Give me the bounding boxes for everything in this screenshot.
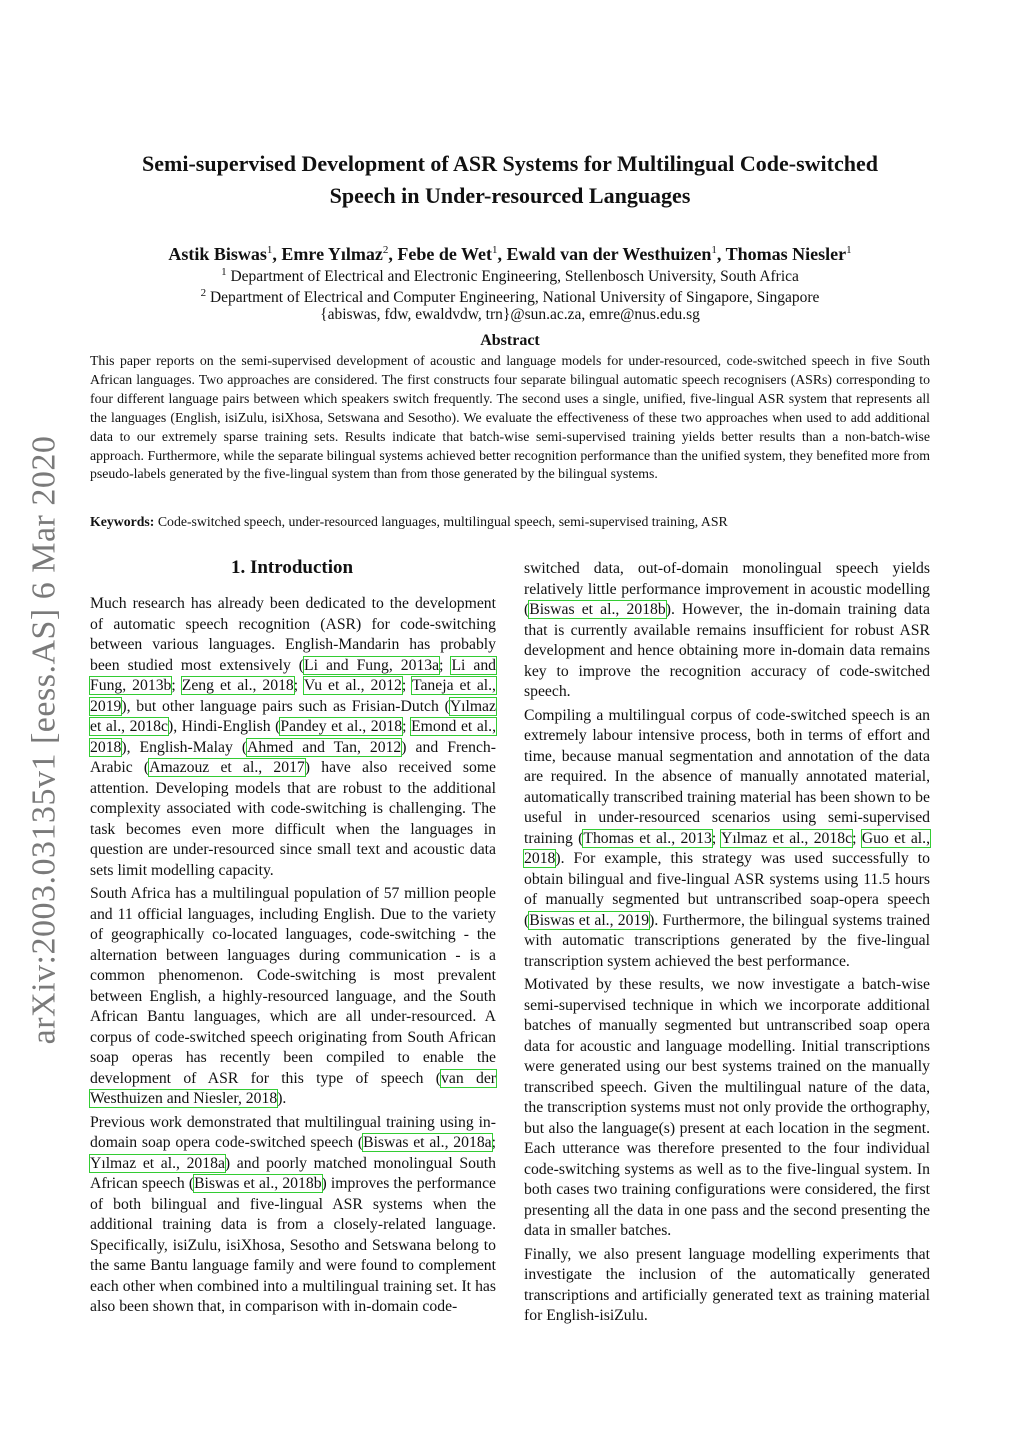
body-text: ). Furthermore, the bilingual systems trained with automatic transcriptions generated by the five-lingual transcription system achieved the best performance. (524, 911, 930, 970)
abstract-heading: Abstract (480, 332, 540, 349)
citation-link[interactable]: Pandey et al., 2018 (280, 718, 403, 735)
author-name: Astik Biswas (168, 244, 267, 264)
body-text: ; (293, 677, 304, 694)
left-column (90, 594, 496, 1321)
citation-link[interactable]: Biswas et al., 2018b (194, 1175, 322, 1192)
body-text: ) improves the performance of both bilingual and five-lingual ASR systems when the additional training data is from a closely-related language. Specifically, isiZulu, isiXhosa, Sesotho and Setswana belong to the same Bantu language family and were found to complement each other when combined into a multilingual training set. It has also been shown that, in comparison with in-domain code- (90, 1175, 496, 1315)
abstract-body: This paper reports on the semi-supervised development of acoustic and language models for under-resourced, code-switched speech in five South African languages. Two approaches are considered. The first constructs four separate bilingual automatic speech recognisers (ASRs) corresponding to four different language pairs between which speakers switch frequently. The second uses a single, unified, five-lingual ASR system that represents all the languages (English, isiZulu, isiXhosa, Setswana and Sesotho). We evaluate the effectiveness of these two approaches when used to add additional data to our extremely sparse training sets. Results indicate that batch-wise semi-supervised training yields better results than a non-batch-wise approach. Furthermore, while the separate bilingual systems achieved better recognition performance than the unified system, they benefited more from pseudo-labels generated by the five-lingual system than from those generated by the bilingual systems. (90, 353, 930, 482)
section-heading-introduction: 1. Introduction (230, 557, 354, 578)
body-text: Much research has already been dedicated to the development of automatic speech recognition (ASR) for code-switching between various languages. English-Mandarin has probably been studied most extensively ( (90, 595, 496, 674)
citation-link[interactable]: Vu et al., 2012 (303, 677, 402, 694)
citation-link[interactable]: Taneja et al., 2019 (90, 677, 496, 715)
affiliation-1-number: 1 (221, 266, 227, 278)
keywords-text: Code-switched speech, under-resourced languages, multilingual speech, semi-supervised training, ASR (154, 514, 728, 529)
citation-link[interactable]: Biswas et al., 2018a (363, 1134, 492, 1151)
author-affiliation-mark: 1 (711, 244, 717, 256)
body-text: ), but other language pairs such as Frisian-Dutch ( (121, 697, 450, 715)
body-text: Previous work demonstrated that multilingual training using in-domain soap opera code-switched speech ( (90, 1113, 496, 1151)
paper-title (90, 148, 930, 212)
body-text: Finally, we also present language modelling experiments that investigate the inclusion of the automatically generated transcriptions and artificially generated text as training material for English-isiZulu. (524, 1245, 930, 1324)
body-text: ; (491, 1134, 496, 1151)
body-paragraph (90, 594, 496, 881)
author-separator: , (388, 244, 398, 264)
citation-link[interactable]: Zeng et al., 2018 (181, 677, 294, 694)
keywords (90, 512, 930, 531)
author-name: Emre Yılmaz (281, 244, 383, 264)
body-text: Compiling a multilingual corpus of code-switched speech is an extremely labour intensive process, both in terms of effort and time, because manual segmentation and annotation of the data are required. In the absence of manually annotated material, automatically transcribed training material has been shown to be useful in under-resourced scenarios using semi-supervised training ( (524, 706, 930, 847)
body-paragraph (524, 706, 930, 973)
affiliation-1-text: Department of Electrical and Electronic Engineering, Stellenbosch University, South Africa (226, 268, 799, 286)
citation-link[interactable]: Li and Fung, 2013b (90, 656, 497, 694)
body-text: switched data, out-of-domain monolingual speech yields relatively little performance improvement in acoustic modelling ( (524, 560, 930, 618)
body-text: ) and poorly matched monolingual South African speech ( (90, 1154, 497, 1192)
body-paragraph (524, 559, 930, 703)
citation-link[interactable]: Yılmaz et al., 2018c (720, 829, 853, 847)
author-affiliation-mark: 2 (382, 244, 389, 256)
citation-link[interactable]: Guo et al., 2018 (524, 829, 930, 867)
body-text: ; (439, 656, 452, 674)
body-text: ; (402, 718, 412, 735)
body-paragraph (90, 884, 496, 1110)
citation-link[interactable]: Emond et al., 2018 (90, 718, 497, 756)
author-emails: {abiswas, fdw, ewaldvdw, trn}@sun.ac.za, emre@nus.edu.sg (320, 306, 700, 323)
citation-link[interactable]: Yılmaz et al., 2018a (90, 1154, 225, 1172)
citation-link[interactable]: Thomas et al., 2013 (583, 829, 712, 847)
arxiv-stamp-text: arXiv:2003.03135v1 [eess.AS] 6 Mar 2020 (25, 435, 63, 1045)
author-separator: , (272, 244, 282, 264)
body-text: ), Hindi-English ( (167, 718, 281, 735)
author-name: Febe de Wet (397, 244, 493, 264)
citation-link[interactable]: Yılmaz et al., 2018c (90, 697, 496, 735)
body-text: ; (401, 677, 412, 694)
arxiv-stamp (22, 435, 66, 1045)
body-text: South Africa has a multilingual population of 57 million people and 11 official languages, including English. Due to the variety of geographically co-located languages, code-switching - the alternation between languages during communication - is a common phenomenon. Code-switching is most prevalent between English, a highly-resourced language, and the South African Bantu languages, which are all under-resourced. A corpus of code-switched speech originating from South African soap operas has recently been compiled to enable the development of ASR for this type of speech ( (90, 885, 496, 1087)
body-text: Motivated by these results, we now investigate a batch-wise semi-supervised technique in which we incorporate additional batches of manually segmented but untranscribed soap opera data for acoustic and language modelling. Initial transcriptions were generated using our best systems trained on the manually transcribed speech. Given the multilingual nature of the data, the transcription systems must not only provide the orthography, but also the language(s) present at each location in the segment. Each utterance was therefore presented to the four individual code-switching systems as well as to the five-lingual system. In both cases two training configurations were considered, the first presenting all the data in one pass and the second presenting the data in smaller batches. (524, 976, 930, 1239)
title-line-1: Semi-supervised Development of ASR Systems for Multilingual Code-switched (142, 151, 878, 176)
body-text: ; (711, 829, 721, 847)
citation-link[interactable]: Biswas et al., 2018b (529, 601, 666, 618)
author-affiliation-mark: 1 (846, 244, 852, 256)
citation-link[interactable]: Ahmed and Tan, 2012 (247, 738, 402, 756)
citation-link[interactable]: Li and Fung, 2013a (304, 656, 440, 674)
body-paragraph (524, 975, 930, 1242)
citation-link[interactable]: van der Westhuizen and Niesler, 2018 (90, 1069, 497, 1107)
author-affiliation-mark: 1 (266, 244, 273, 256)
body-text: ). (277, 1090, 287, 1107)
body-text: ; (171, 677, 182, 694)
body-text: ; (852, 829, 862, 847)
affiliation-2-text: Department of Electrical and Computer Engineering, National University of Singapore, Singapore (206, 289, 820, 307)
title-line-2: Speech in Under-resourced Languages (329, 183, 691, 208)
body-text: ). However, the in-domain training data that is currently available remains insufficient for robust ASR development and hence obtaining more in-domain data remains key to improve the recognition accuracy of code-switched speech. (524, 601, 930, 700)
author-affiliation-mark: 1 (492, 244, 498, 256)
body-text: ). For example, this strategy was used successfully to obtain bilingual and five-lingual ASR systems using 11.5 hours of manually segmented but untranscribed soap-opera speech ( (524, 850, 930, 929)
body-text: ) and French-Arabic ( (90, 738, 496, 776)
body-text: ) have also received some attention. Developing models that are robust to the additional complexity associated with code-switching is challenging. The task becomes even more difficult when the languages in question are under-resourced since small text and acoustic data sets limit modelling capacity. (90, 759, 497, 879)
author-name: Thomas Niesler (725, 244, 847, 264)
citation-link[interactable]: Biswas et al., 2019 (529, 911, 650, 929)
body-paragraph (90, 1113, 496, 1318)
author-separator: , (716, 244, 726, 264)
body-text: ), English-Malay ( (121, 738, 248, 756)
affiliation-2-number: 2 (200, 287, 207, 299)
author-name: Ewald van der Westhuizen (506, 244, 712, 264)
body-paragraph (524, 1245, 930, 1327)
keywords-label: Keywords: (90, 514, 155, 529)
author-separator: , (497, 244, 507, 264)
citation-link[interactable]: Amazouz et al., 2017 (149, 759, 305, 776)
right-column (524, 559, 930, 1330)
